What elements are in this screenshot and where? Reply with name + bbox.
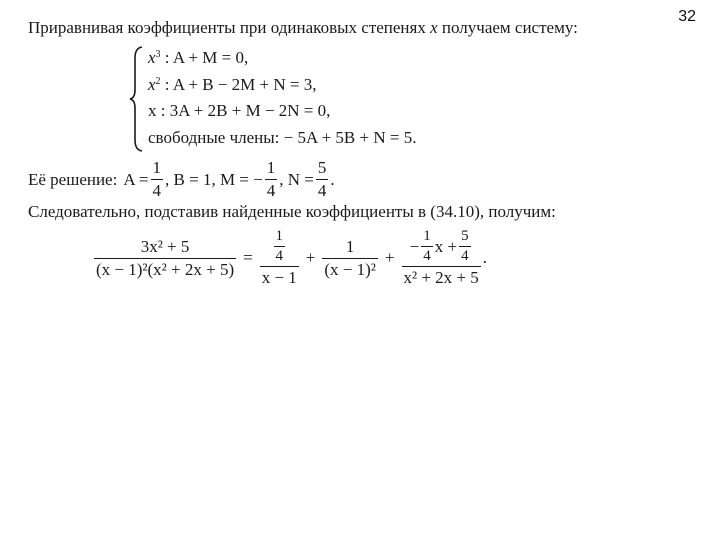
solution-a-fraction <box>151 158 164 201</box>
system-row-x3-var: x <box>148 48 156 67</box>
fraction-numerator: 5 <box>461 228 469 244</box>
solution-m-fraction <box>265 158 278 201</box>
fraction-numerator: 1 <box>423 228 431 244</box>
solution-end: . <box>330 169 335 189</box>
term3-b-fraction <box>459 228 471 265</box>
term3-minus: − <box>409 236 420 256</box>
system-row-x2 <box>148 75 317 95</box>
equals-sign: = <box>243 248 253 267</box>
system-row-x3-eq: : A + M = 0, <box>160 48 249 67</box>
intro-line <box>28 18 578 38</box>
lhs-denominator: (x − 1)²(x² + 2x + 5) <box>96 259 235 279</box>
fraction-denominator: 4 <box>275 248 283 264</box>
intro-text-end: получаем систему: <box>441 18 578 37</box>
term1-inner-fraction <box>274 228 286 265</box>
solution-line <box>28 158 335 201</box>
final-equation-end: . <box>482 248 488 267</box>
system-row-free-label: свободные члены: <box>148 128 280 147</box>
system-row-free <box>148 128 416 148</box>
final-equation <box>92 222 487 294</box>
page-number: 32 <box>678 8 696 25</box>
term2-numerator: 1 <box>345 236 355 256</box>
plus-sign: + <box>384 248 395 267</box>
lhs-fraction <box>94 237 236 280</box>
system-row-x: x : 3A + 2B + M − 2N = 0, <box>148 101 331 120</box>
plus-sign: + <box>305 248 316 267</box>
fraction-numerator: 1 <box>152 158 162 177</box>
term2-denominator: (x − 1)² <box>324 259 376 279</box>
term1-fraction <box>260 228 299 288</box>
system-brace <box>128 46 144 152</box>
term2-fraction <box>322 237 378 280</box>
term1-numerator <box>270 228 290 266</box>
term3-a-fraction <box>421 228 433 265</box>
fraction-numerator: 1 <box>275 228 283 244</box>
intro-text: Приравнивая коэффициенты при одинаковых степенях <box>28 18 426 37</box>
system-row-x3 <box>148 48 248 68</box>
term3-fraction <box>402 228 481 288</box>
solution-n: , N = <box>279 169 314 189</box>
fraction-denominator: 4 <box>152 181 162 200</box>
solution-b-m: , B = 1, M = − <box>165 169 263 189</box>
solution-n-fraction <box>316 158 329 201</box>
intro-variable: x <box>430 18 438 37</box>
conclusion-text: Следовательно, подставив найденные коэффициенты в (34.10), получим: <box>28 202 556 221</box>
fraction-denominator: 4 <box>317 181 327 200</box>
fraction-denominator: 4 <box>423 248 431 264</box>
fraction-denominator: 4 <box>461 248 469 264</box>
system-row-x2-eq: : A + B − 2M + N = 3, <box>160 75 317 94</box>
term1-denominator: x − 1 <box>261 268 297 287</box>
term3-denominator: x² + 2x + 5 <box>403 268 479 287</box>
system-row-x3-pow: 3 <box>155 49 161 60</box>
system-row-free-eq: − 5A + 5B + N = 5. <box>283 128 417 147</box>
fraction-numerator: 5 <box>317 158 327 177</box>
fraction-numerator: 1 <box>266 158 276 177</box>
fraction-denominator: 4 <box>266 181 276 200</box>
lhs-numerator: 3x² + 5 <box>140 236 190 256</box>
term3-x: x + <box>434 236 458 256</box>
term3-numerator <box>408 228 475 266</box>
system-row-x2-pow: 2 <box>155 76 161 87</box>
system-row-x2-var: x <box>148 75 156 94</box>
solution-a: A = <box>123 169 149 189</box>
solution-label: Её решение: <box>28 169 118 189</box>
